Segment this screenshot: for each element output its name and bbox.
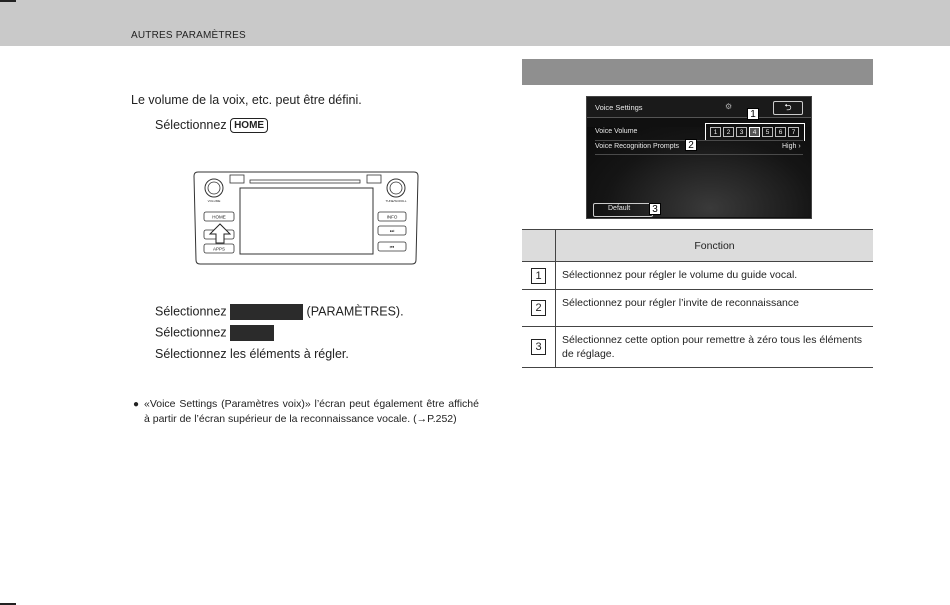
volume-option: 3 (736, 127, 747, 137)
callout-bracket (705, 123, 805, 141)
table-row (522, 327, 873, 368)
table-row (522, 290, 873, 327)
step-3 (155, 325, 274, 341)
section-title: AUTRES PARAMÈTRES (131, 30, 246, 41)
crop-mark-top (0, 0, 16, 2)
volume-option-selected: 4 (749, 127, 760, 137)
default-button-label: Default (608, 205, 631, 212)
recognition-prompts-label: Voice Recognition Prompts (595, 143, 680, 150)
panel-apps-label: APPS (212, 246, 226, 252)
panel-home-label: HOME (212, 214, 226, 220)
callout-1: 1 (747, 108, 759, 120)
step-2 (155, 304, 404, 320)
setup-button-image (230, 304, 303, 320)
step-1-text: Sélectionnez (155, 118, 227, 132)
function-table (522, 229, 873, 368)
step-1 (155, 118, 268, 133)
bullet-icon: ● (133, 399, 140, 410)
home-button-icon: HOME (230, 118, 268, 133)
row-description: Sélectionnez pour régler le volume du guide vocal. (556, 262, 874, 290)
back-icon: ⮌ (773, 101, 803, 115)
panel-info-label: INFO (386, 214, 398, 220)
row-description: Sélectionnez cette option pour remettre à zéro tous les éléments de réglage. (556, 327, 874, 368)
intro-text: Le volume de la voix, etc. peut être défini. (131, 93, 362, 107)
screen-title: Voice Settings (595, 103, 643, 112)
panel-volume-label: VOLUME (207, 199, 221, 203)
callout-2: 2 (685, 139, 697, 151)
gear-icon: ⚙ (725, 102, 733, 111)
row-description: Sélectionnez pour régler l’invite de reconnaissance (556, 290, 874, 327)
info-note (133, 397, 479, 427)
panel-tune-label: TUNE/SCROLL (385, 199, 407, 203)
table-header-num (522, 230, 556, 262)
step-3-text: Sélectionnez (155, 325, 227, 340)
volume-option: 5 (762, 127, 773, 137)
voice-volume-label: Voice Volume (595, 128, 638, 135)
table-row (522, 262, 873, 290)
row-number: 1 (531, 268, 546, 284)
note-text: «Voice Settings (Paramètres voix)» l’écran peut également être affiché à partir de l’écran supérieur de la reconnaissance vocale. (→P.252) (144, 398, 479, 425)
voice-settings-screenshot (586, 96, 812, 219)
volume-option: 7 (788, 127, 799, 137)
volume-option: 2 (723, 127, 734, 137)
step-4: Sélectionnez les éléments à régler. (155, 347, 349, 361)
recognition-prompts-value: High › (782, 143, 801, 150)
svg-text:⏭: ⏭ (389, 228, 395, 235)
step-2-text: Sélectionnez (155, 304, 227, 319)
voice-button-image (230, 325, 274, 341)
svg-text:⏮: ⏮ (389, 244, 395, 251)
volume-option: 6 (775, 127, 786, 137)
section-header-bar (522, 59, 873, 85)
table-header-row (522, 230, 873, 262)
step-2-suffix: (PARAMÈTRES). (306, 304, 404, 319)
callout-3: 3 (649, 203, 661, 215)
volume-option: 1 (710, 127, 721, 137)
row-number: 3 (531, 339, 546, 355)
head-unit-illustration (190, 168, 422, 268)
table-header-function: Fonction (556, 230, 874, 262)
row-number: 2 (531, 300, 546, 316)
